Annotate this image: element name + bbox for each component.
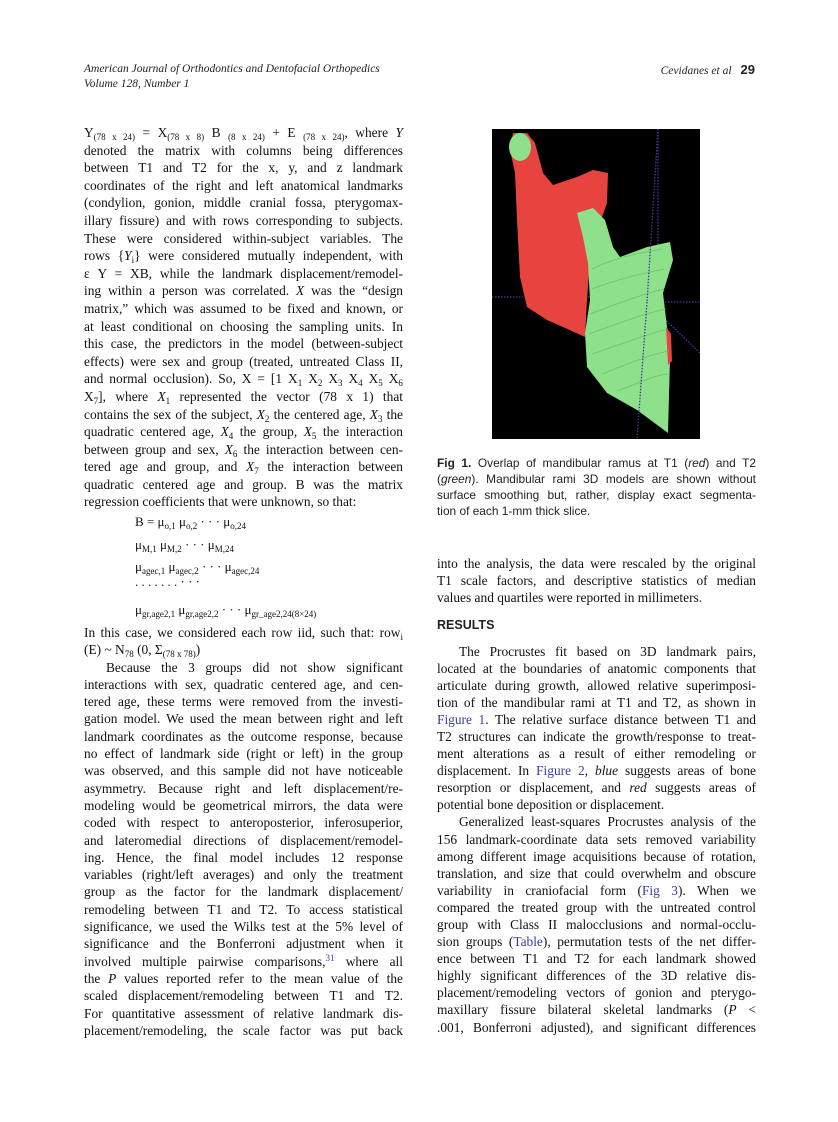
text-line: matrix,” which was assumed to be fixed and known, or: [84, 300, 403, 316]
text-line: Because the 3 groups did not show significant: [106, 659, 403, 675]
equation-row: $\mu_{gr,age2,1}$ $\mu_{gr,age2,2}$ · · · $\mu_{gr\_age2,24(8\times 24)}$: [135, 602, 317, 619]
inline-text: Y: [124, 248, 132, 264]
inline-text: 1: [297, 378, 303, 389]
text-line: (condylion, gonion, middle cranial fossa, pterygomax-: [84, 195, 403, 211]
inline-text: blue: [595, 763, 619, 779]
text-line: and normal occlusion). So, X = [1 $X_1$ $X_2$ $X_3$ $X_4$ $X_5$ $X_6$: [84, 371, 403, 389]
text-line: denoted the matrix with columns being differences: [84, 142, 403, 158]
text-line: the P values reported refer to the mean value of the: [84, 970, 403, 986]
text-line: ε Y = XB, while the landmark displacement/remodel-: [84, 265, 403, 281]
left-column-text-bottom: [84, 624, 403, 1039]
ramus-t2-green: [577, 208, 673, 433]
inline-text: 3: [338, 378, 343, 389]
text-line: (E) ~ $N_{78}$ (0, $\Sigma_{(78 x 78)}$): [84, 642, 201, 660]
inline-text: M,2: [166, 544, 182, 554]
text-line: group as the factor for the landmark displacement/: [84, 884, 403, 900]
inline-text: 78: [124, 649, 134, 660]
text-line: regression coefficients that were unknown, so that:: [84, 494, 357, 510]
inline-text: P: [728, 1002, 737, 1018]
caption-line: surface smoothing but, rather, display exact segmenta-: [437, 488, 756, 502]
inline-text: 7: [93, 395, 99, 406]
text-line: contains the sex of the subject, $X_2$ the centered age, $X_3$ the: [84, 406, 403, 424]
text-line: placement/remodeling vectors of gonion and pterygo-: [437, 985, 756, 1001]
condyle-t2-green: [509, 133, 531, 161]
figure-1-caption: [437, 455, 756, 519]
inline-text: o,2: [185, 521, 198, 531]
inline-text: gr,age2,1: [141, 609, 176, 619]
inline-text: agec,24: [231, 566, 260, 576]
inline-text: X: [224, 441, 233, 457]
text-line: values and quartiles were reported in millimeters.: [437, 589, 703, 605]
text-line: sion groups (Table), permutation tests of the net differ-: [437, 934, 756, 950]
running-header-authors: [661, 62, 755, 79]
text-line: potential bone deposition or displacement.: [437, 797, 665, 813]
figure-label: Fig 1.: [437, 456, 478, 470]
inline-text: 6: [232, 448, 238, 459]
text-line: remodeling between T1 and T2. To access statistical: [84, 901, 403, 917]
text-line: between T1 and T2 for the x, y, and z landmark: [84, 160, 403, 176]
section-heading-results: RESULTS: [437, 618, 495, 632]
text-line: tered age and group, and $X_7$ the interaction between: [84, 459, 403, 477]
text-line: $X_7$], where $X_1$ represented the vector (78 x 1) that: [84, 388, 403, 406]
right-column-text-bottom: [437, 643, 756, 1036]
inline-text: Y: [395, 125, 403, 140]
caption-line: Fig 1. Overlap of mandibular ramus at T1 (red) and T2: [437, 456, 756, 470]
inline-text: 5: [311, 431, 317, 442]
running-header-journal: [84, 62, 380, 92]
text-line: compared the treated group with the untreated control: [437, 899, 756, 915]
text-line: ment alterations as a result of either remodeling or: [437, 746, 756, 762]
journal-title: American Journal of Orthodontics and Dentofacial Orthopedics: [84, 63, 380, 75]
inline-text: (78 x 24): [303, 132, 345, 142]
text-line: maxillary fissure bilateral skeletal landmarks (P <: [437, 1002, 756, 1018]
text-line: was observed, and this sample did not have noticeable: [84, 763, 403, 779]
equation-row: $B = \mu_{o,1}$ $\mu_{o,2}$ · · · $\mu_{o,24}$: [135, 514, 246, 531]
text-line: located at the boundaries of anatomic components that: [437, 660, 756, 676]
cross-reference-link[interactable]: Figure 1: [437, 711, 486, 727]
text-line: tered age, these terms were removed from the investi-: [84, 694, 403, 710]
inline-text: agec,2: [175, 566, 199, 576]
text-line: ence between T1 and T2 for each landmark showed: [437, 951, 756, 967]
text-line: For quantitative assessment of relative landmark dis-: [84, 1005, 403, 1021]
inline-text: (8 x 24): [228, 132, 265, 142]
text-line: displacement. In Figure 2, blue suggests areas of bone: [437, 763, 756, 779]
text-line: translation, and size that could overwhelm and obscure: [437, 865, 756, 881]
inline-text: red: [629, 780, 647, 796]
inline-text: 3: [377, 413, 383, 424]
text-line: The Procrustes fit based on 3D landmark pairs,: [459, 643, 756, 659]
inline-text: i: [400, 632, 403, 642]
text-line: quadratic centered age and group. B was the matrix: [84, 476, 403, 492]
text-line: illary fissure) and with rows corresponding to subjects.: [84, 212, 403, 228]
inline-text: 2: [264, 413, 270, 424]
text-line: In this case, we considered each row iid, such that: row$_i$: [84, 625, 403, 642]
equation-row: $\mu_{M,1}$ $\mu_{M,2}$ · · · $\mu_{M,24}$: [135, 537, 234, 554]
text-line: .001, Bonferroni adjusted), and significant differences: [437, 1019, 756, 1035]
text-line: Generalized least-squares Procrustes analysis of the: [459, 814, 756, 830]
inline-text: (78 x 8): [167, 132, 205, 142]
text-line: T1 scale factors, and descriptive statistics of median: [437, 572, 756, 588]
text-line: scaled displacement/remodeling between T1 and T2.: [84, 988, 403, 1004]
inline-text: X: [296, 283, 305, 299]
inline-text: X: [220, 424, 229, 440]
text-line: Figure 1. The relative surface distance between T1 and: [437, 711, 756, 727]
inline-text: X: [256, 406, 265, 422]
figure-1-mandibular-ramus-overlap: [492, 129, 700, 439]
inline-text: 2: [317, 378, 323, 389]
inline-text: X: [157, 388, 166, 404]
inline-text: (78 x 24): [93, 132, 135, 142]
inline-text: o,24: [230, 521, 246, 531]
text-line: rows $\{Y_i\}$ were considered mutually independent, with: [84, 248, 404, 266]
text-line: among different image acquisitions because of rotation,: [437, 848, 756, 864]
text-line: coded with respect to anteroposterior, inferosuperior,: [84, 815, 403, 831]
inline-text: agec,1: [141, 566, 166, 576]
text-line: at least conditional on choosing the sampling units. In: [84, 318, 403, 334]
text-line: placement/remodeling, the scale factor was put back: [84, 1022, 403, 1038]
text-line: ing. Hence, the final model includes 12 response: [84, 849, 403, 865]
page-number: 29: [740, 62, 755, 77]
inline-text: 1: [165, 395, 171, 406]
text-line: resorption or displacement, and red suggests areas of: [437, 780, 756, 796]
text-line: highly significant differences of the 3D relative dis-: [437, 968, 756, 984]
text-line: no effect of landmark side (right or left) in the group: [84, 746, 403, 762]
inline-text: X: [303, 424, 312, 440]
equation-row: $\mu_{agec,1}$ $\mu_{agec,2}$ · · · $\mu_{agec,24}$: [135, 559, 260, 576]
text-line: coordinates of the right and left anatomical landmarks: [84, 177, 403, 193]
text-line: significance and the Bonferroni adjustment when it: [84, 936, 403, 952]
text-line: landmark coordinates as the outcome response, because: [84, 728, 403, 744]
left-column-text-top: [84, 124, 403, 511]
cross-reference-link[interactable]: Figure 2: [536, 763, 585, 779]
text-line: T2 structures can indicate the growth/response to treat-: [437, 728, 756, 744]
author-line: Cevidanes et al: [660, 65, 732, 77]
text-line: $Y_{(78 x 24)} = X_{(78 x 8)}$ B $_{(8 x 24)}$ + E $_{(78 x 24)}$, where Y: [84, 125, 403, 142]
inline-text: M,1: [141, 544, 157, 554]
text-line: involved multiple pairwise comparisons,$^{31}$ where all: [84, 952, 403, 969]
text-line: variability in craniofacial form (Fig 3). When we: [437, 882, 757, 898]
inline-text: 4: [358, 378, 363, 389]
text-line: quadratic centered age, $X_4$ the group, $X_5$ the interaction: [84, 424, 403, 442]
text-line: effects) were sex and group (treated, untreated Class II,: [84, 353, 403, 369]
inline-text: red: [688, 456, 706, 470]
inline-text: M,24: [214, 544, 234, 554]
ramus-3d-model-image: [492, 129, 700, 439]
inline-text: 5: [378, 378, 383, 389]
caption-line: tion of each 1-mm thick slice.: [437, 504, 591, 518]
text-line: this case, the predictors in the model (between-subject: [84, 336, 403, 352]
inline-text: 7: [254, 466, 259, 477]
text-line: 156 landmark-coordinate data sets removed variability: [437, 831, 756, 847]
right-column-text-top: [437, 555, 756, 606]
text-line: tion of the mandibular rami at T1 and T2, as shown in: [437, 694, 756, 710]
journal-volume: Volume 128, Number 1: [84, 78, 190, 90]
cross-reference-link[interactable]: Fig 3: [641, 882, 678, 898]
caption-line: (green). Mandibular rami 3D models are shown without: [437, 472, 756, 486]
inline-text: green: [440, 472, 472, 486]
text-line: gation model. We used the mean between right and left: [84, 711, 403, 727]
text-line: ing within a person was correlated. X was the “design: [84, 283, 403, 299]
inline-text: (78 x 78): [162, 649, 196, 660]
inline-text: 4: [228, 431, 234, 442]
text-line: asymmetry. Because right and left displacement/re-: [84, 780, 403, 796]
text-line: between group and sex, $X_6$ the interaction between cen-: [84, 441, 403, 459]
equation-row: . . . . . . . · · ·: [135, 574, 200, 589]
text-line: These were considered within-subject variables. The: [84, 230, 403, 246]
text-line: into the analysis, the data were rescaled by the original: [437, 555, 756, 571]
inline-text: P: [108, 970, 117, 986]
text-line: group with Class II malocclusions and normal-occlu-: [437, 917, 756, 932]
inline-text: X: [369, 406, 378, 422]
inline-text: gr,age2,2: [185, 609, 219, 619]
citation-link[interactable]: 31: [325, 952, 335, 963]
inline-text: gr_age2,24(8×24): [251, 609, 317, 619]
text-line: and lateromedial directions of displacement/remodel-: [84, 832, 403, 848]
text-line: interactions with sex, quadratic centered age, and cen-: [84, 676, 403, 692]
inline-text: X: [246, 459, 255, 475]
text-line: articulate during growth, allowed relative superimposi-: [437, 677, 756, 693]
inline-text: 6: [398, 378, 403, 389]
text-line: modeling would be geometrical mirrors, the data were: [84, 797, 403, 813]
text-line: variables (right/left averages) and only the treatment: [84, 867, 403, 883]
cross-reference-link[interactable]: Table: [513, 934, 543, 950]
inline-text: o,1: [164, 521, 176, 531]
inline-text: i: [131, 255, 135, 266]
text-line: significance, we used the Wilks test at the 5% level of: [84, 919, 403, 935]
